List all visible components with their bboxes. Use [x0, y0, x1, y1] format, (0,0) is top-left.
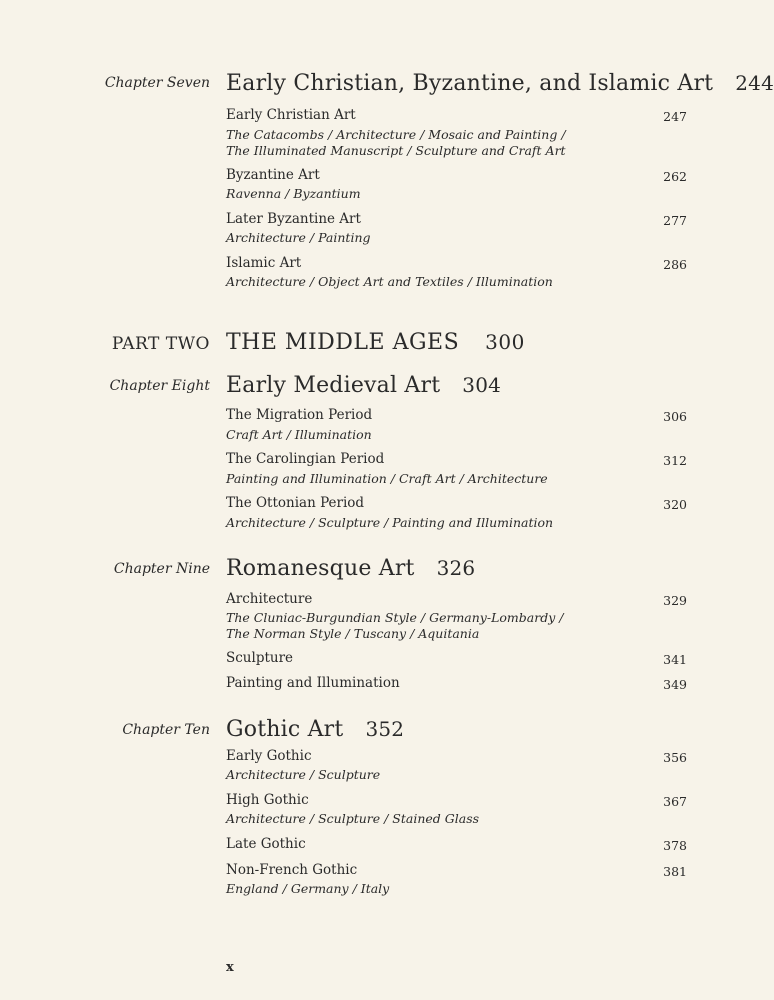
- section-subtopics: Architecture / Painting: [226, 230, 371, 245]
- chapter-eight-label: Chapter Eight: [109, 378, 210, 394]
- section-page: 356: [663, 750, 687, 765]
- section-page: 381: [663, 864, 687, 879]
- section-subtopics: Ravenna / Byzantium: [226, 186, 361, 201]
- chapter-seven-label: Chapter Seven: [104, 75, 210, 91]
- section-page: 312: [663, 453, 687, 468]
- part-two-title: THE MIDDLE AGES: [226, 330, 460, 355]
- part-two-page: 300: [485, 330, 525, 354]
- section-page: 367: [663, 794, 687, 809]
- section-page: 329: [663, 593, 687, 608]
- section-title: Architecture: [226, 591, 313, 607]
- section-page: 277: [663, 213, 687, 228]
- section-subtopics: Architecture / Object Art and Textiles / Illumination: [226, 274, 553, 289]
- section-title: Painting and Illumination: [226, 675, 400, 691]
- section-page: 341: [663, 652, 687, 667]
- section-title: Sculpture: [226, 650, 294, 666]
- section-page: 349: [663, 677, 687, 692]
- chapter-nine-heading: [226, 556, 475, 581]
- chapter-seven-title: Early Christian, Byzantine, and Islamic Art: [226, 71, 714, 96]
- section-page: 320: [663, 497, 687, 512]
- section-title: The Ottonian Period: [226, 495, 365, 511]
- section-title: Byzantine Art: [226, 167, 320, 183]
- section-title: Non-French Gothic: [226, 862, 358, 878]
- part-two-label: PART TWO: [111, 334, 210, 354]
- section-subtopics: The Catacombs / Architecture / Mosaic and Painting /: [226, 127, 566, 142]
- section-title: Islamic Art: [226, 255, 302, 271]
- chapter-eight-title: Early Medieval Art: [226, 373, 441, 398]
- section-title: The Carolingian Period: [226, 451, 385, 467]
- chapter-eight-heading: [226, 373, 501, 398]
- chapter-ten-page: 352: [365, 717, 405, 741]
- section-subtopics: Painting and Illumination / Craft Art / Architecture: [226, 471, 548, 486]
- section-subtopics: Architecture / Sculpture: [226, 767, 381, 782]
- chapter-seven-page: 244: [735, 71, 774, 95]
- section-page: 262: [663, 169, 687, 184]
- section-page: 306: [663, 409, 687, 424]
- chapter-ten-heading: [226, 717, 404, 742]
- chapter-ten-label: Chapter Ten: [122, 722, 210, 738]
- section-subtopics: England / Germany / Italy: [226, 881, 390, 896]
- section-page: 378: [663, 838, 687, 853]
- chapter-nine-label: Chapter Nine: [113, 561, 210, 577]
- page-folio: x: [226, 960, 234, 975]
- section-subtopics: Architecture / Sculpture / Stained Glass: [226, 811, 480, 826]
- chapter-nine-page: 326: [436, 556, 476, 580]
- part-two-heading: [226, 330, 525, 355]
- section-subtopics: Architecture / Sculpture / Painting and Illumination: [226, 515, 554, 530]
- section-title: Early Gothic: [226, 748, 312, 764]
- section-subtopics: The Illuminated Manuscript / Sculpture and Craft Art: [226, 143, 566, 158]
- section-title: High Gothic: [226, 792, 309, 808]
- chapter-ten-title: Gothic Art: [226, 717, 344, 742]
- chapter-nine-title: Romanesque Art: [226, 556, 415, 581]
- section-subtopics: Craft Art / Illumination: [226, 427, 372, 442]
- section-subtopics: The Norman Style / Tuscany / Aquitania: [226, 626, 480, 641]
- section-title: Later Byzantine Art: [226, 211, 361, 227]
- section-page: 286: [663, 257, 687, 272]
- section-title: The Migration Period: [226, 407, 373, 423]
- section-title: Early Christian Art: [226, 107, 356, 123]
- chapter-seven-heading: [226, 71, 774, 96]
- section-subtopics: The Cluniac-Burgundian Style / Germany-Lombardy /: [226, 610, 564, 625]
- chapter-eight-page: 304: [462, 373, 502, 397]
- section-title: Late Gothic: [226, 836, 306, 852]
- section-page: 247: [663, 109, 687, 124]
